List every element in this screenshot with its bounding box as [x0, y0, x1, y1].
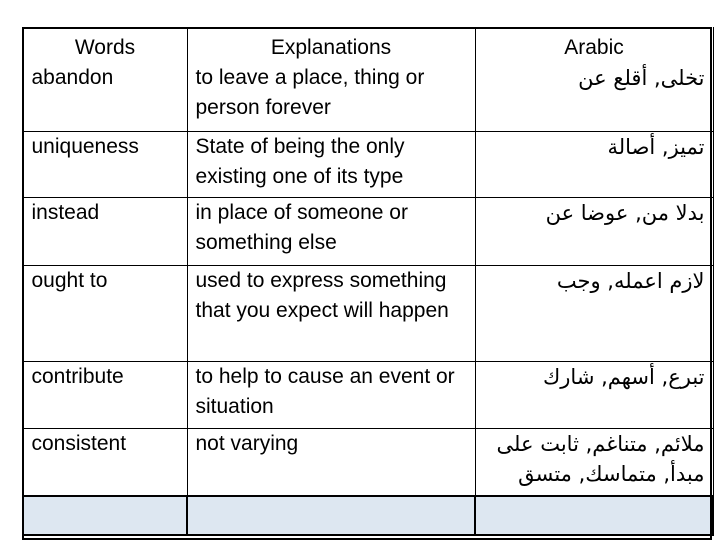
arabic-cell: تبرع, أسهم, شارك: [475, 361, 713, 428]
explanation-cell: in place of someone or something else: [187, 197, 475, 265]
explanation-cell: used to express something that you expect will happen: [187, 265, 475, 361]
word-cell: ought to: [23, 265, 187, 361]
arabic-cell: تميز, أصالة: [475, 131, 713, 197]
word-cell: consistent: [23, 428, 187, 496]
arabic-cell: بدلا من, عوضا عن: [475, 197, 713, 265]
word-cell: contribute: [23, 361, 187, 428]
word-cell: instead: [23, 197, 187, 265]
arabic-cell: ملائم, متناغم, ثابت على مبدأ, متماسك, متسق: [475, 428, 713, 496]
explanation-cell: to help to cause an event or situation: [187, 361, 475, 428]
arabic-cell: لازم اعمله, وجب: [475, 265, 713, 361]
explanation-cell: State of being the only existing one of its type: [187, 131, 475, 197]
explanation-cell: to leave a place, thing or person forever: [187, 63, 475, 131]
table-outer-border: [22, 27, 712, 540]
header-arabic: Arabic: [475, 27, 713, 63]
word-cell: uniqueness: [23, 131, 187, 197]
header-words: Words: [23, 27, 187, 63]
word-cell: abandon: [23, 63, 187, 131]
arabic-cell: تخلى, أقلع عن: [475, 63, 713, 131]
explanation-cell: not varying: [187, 428, 475, 496]
header-explanations: Explanations: [187, 27, 475, 63]
